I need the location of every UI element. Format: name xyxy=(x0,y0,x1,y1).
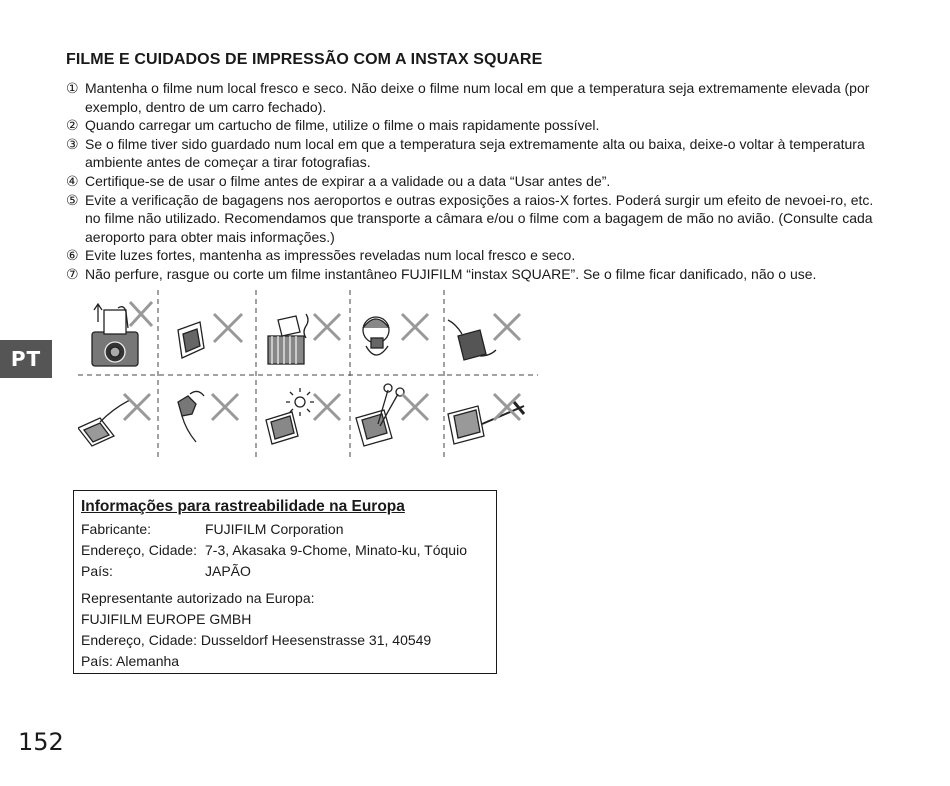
camera-eject-icon xyxy=(92,302,152,366)
section-heading: FILME E CUIDADOS DE IMPRESSÃO COM A INSTAX SQUARE xyxy=(66,51,543,68)
item-text: Evite a verificação de bagagens nos aeroportos e outras exposições a raios-X fortes. Poderá surgir um efeito de nevoei-ro, etc. no filme não utilizado. Recomendamos que transporte a câmara e/ou o filme com a bagagem de mão no avião. (Consulte cada aeroporto para obter mais informações.) xyxy=(85,191,874,245)
item-number: ② xyxy=(66,117,79,134)
list-item xyxy=(66,116,886,135)
info-value: FUJIFILM Corporation xyxy=(205,521,344,537)
item-number: ③ xyxy=(66,135,79,152)
info-value: JAPÃO xyxy=(205,563,251,579)
item-text: Evite luzes fortes, mantenha as impressões reveladas num local fresco e seco. xyxy=(85,247,576,264)
film-heat-icon xyxy=(268,314,340,364)
film-cartridge-squeeze-icon xyxy=(448,314,520,360)
rep-line: País: Alemanha xyxy=(81,653,180,669)
item-text: Se o filme tiver sido guardado num local em que a temperatura seja extremamente alta ou baixa, deixe-o voltar à temperatura ambiente antes de começar a tirar fotografias. xyxy=(85,135,865,171)
prohibition-illustrations-grid xyxy=(78,290,538,460)
list-item xyxy=(66,79,886,116)
item-number: ④ xyxy=(66,172,79,189)
item-number: ⑥ xyxy=(66,247,79,264)
child-film-icon xyxy=(363,314,428,355)
list-item xyxy=(66,135,886,172)
rep-line: Endereço, Cidade: Dusseldorf Heesenstrasse 31, 40549 xyxy=(81,632,432,648)
item-number: ① xyxy=(66,80,79,96)
info-value: 7-3, Akasaka 9-Chome, Minato-ku, Tóquio xyxy=(205,542,467,558)
rep-line: FUJIFILM EUROPE GMBH xyxy=(81,611,252,627)
film-puncture-icon xyxy=(448,394,524,444)
care-instructions-list xyxy=(66,79,886,284)
item-text: Não perfure, rasgue ou corte um filme instantâneo FUJIFILM “instax SQUARE”. Se o filme ficar danificado, não o use. xyxy=(85,265,817,282)
language-tab: PT xyxy=(0,340,52,378)
info-label: Endereço, Cidade: xyxy=(81,542,197,558)
eu-traceability-box xyxy=(73,490,497,674)
film-bend-icon xyxy=(178,314,242,358)
list-item xyxy=(66,191,886,247)
info-title: Informações para rastreabilidade na Europa xyxy=(81,498,405,515)
info-row xyxy=(81,519,489,540)
film-crumple-icon xyxy=(178,391,238,442)
list-item xyxy=(66,246,886,265)
item-number: ⑦ xyxy=(66,265,79,282)
info-row xyxy=(81,561,489,582)
film-scissors-icon xyxy=(356,384,428,446)
item-text: Certifique-se de usar o filme antes de expirar a a validade ou a data “Usar antes de”. xyxy=(85,172,611,189)
item-text: Quando carregar um cartucho de filme, utilize o filme o mais rapidamente possível. xyxy=(85,117,600,134)
info-row xyxy=(81,540,489,561)
film-press-icon xyxy=(78,394,150,446)
info-label: Fabricante: xyxy=(81,521,152,537)
list-item xyxy=(66,265,886,284)
rep-line: Representante autorizado na Europa: xyxy=(81,590,315,606)
page-number: 152 xyxy=(18,728,64,756)
info-label: País: xyxy=(81,563,113,579)
item-number: ⑤ xyxy=(66,191,79,208)
film-sunlight-icon xyxy=(266,388,340,444)
list-item xyxy=(66,172,886,191)
item-text: Mantenha o filme num local fresco e seco. Não deixe o filme num local em que a temperatura seja extremamente elevada (por exemplo, dentro de um carro fechado). xyxy=(85,80,870,115)
